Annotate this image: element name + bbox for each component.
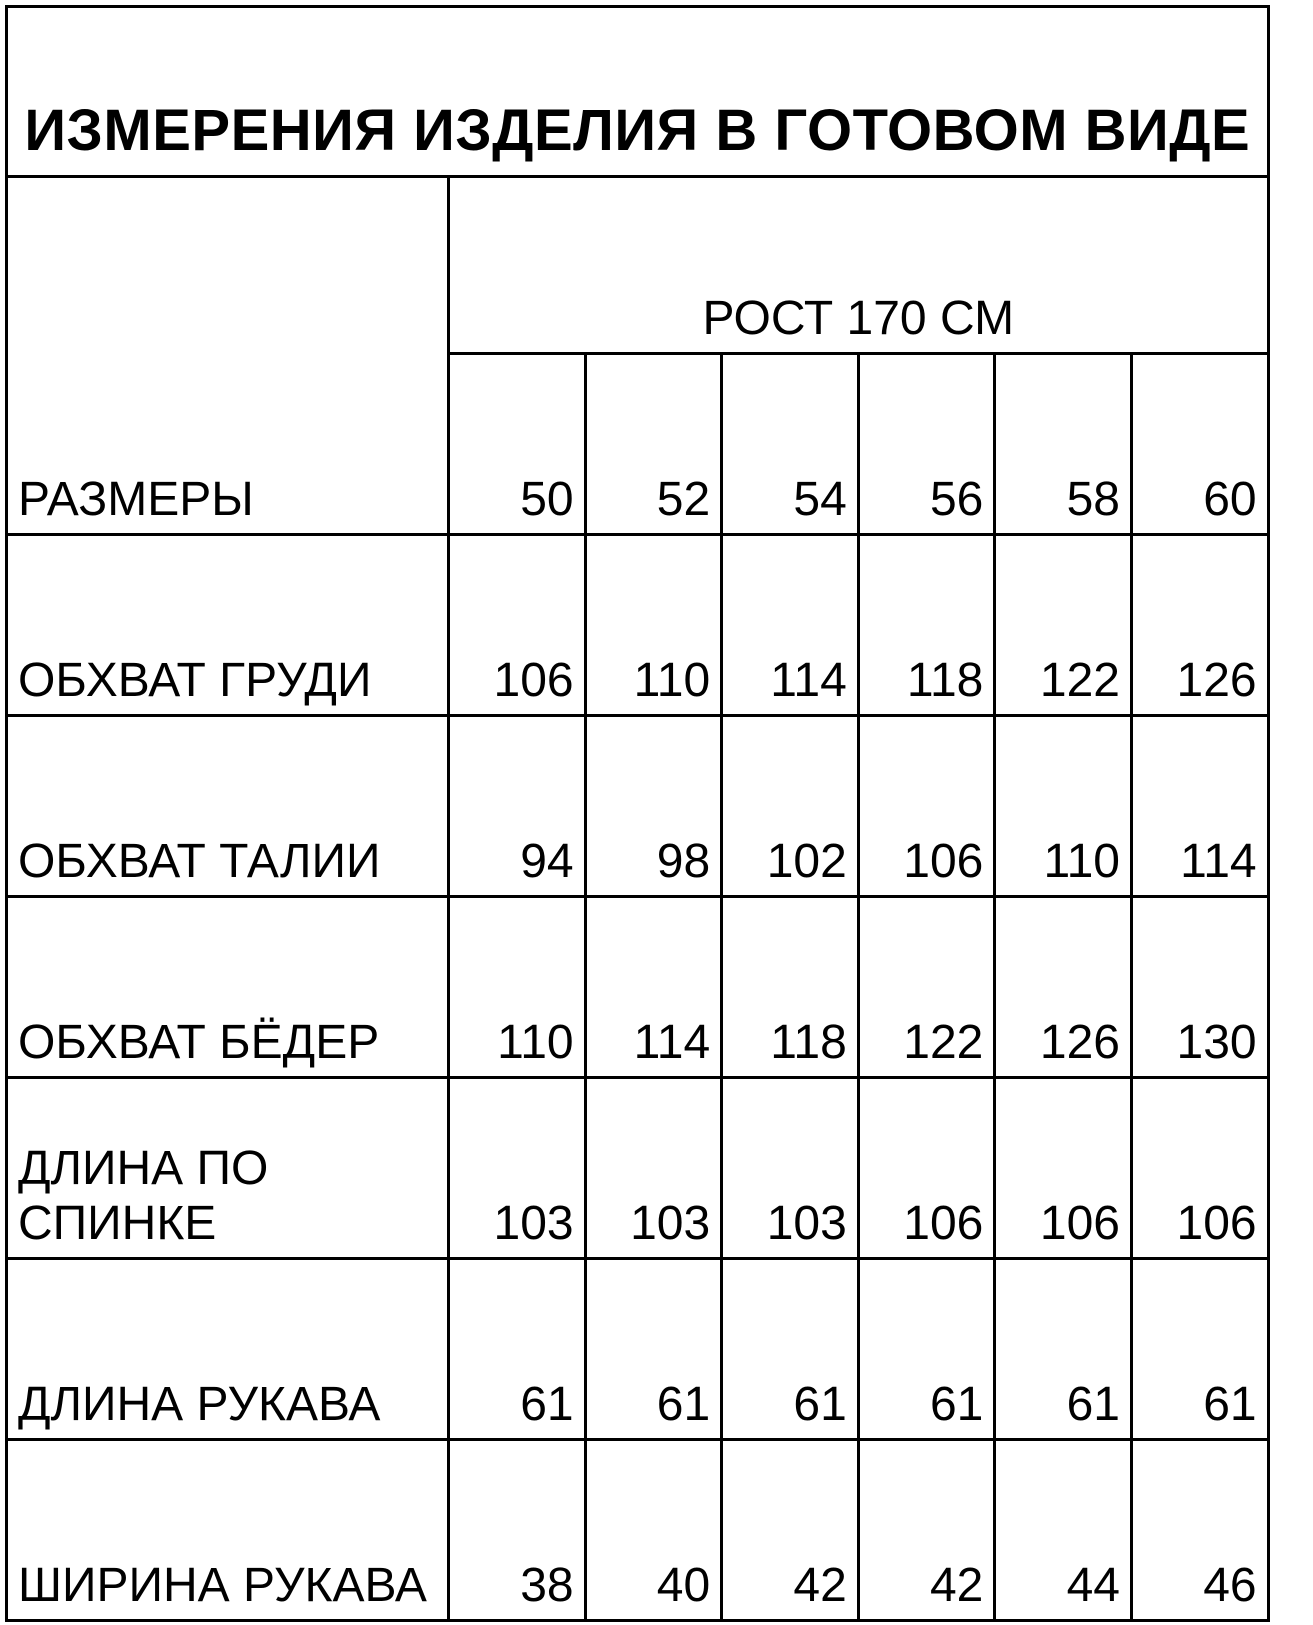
measure-value: 114: [1131, 716, 1268, 897]
measure-value: 110: [449, 897, 586, 1078]
measure-value: 103: [449, 1078, 586, 1259]
measure-value: 61: [722, 1259, 859, 1440]
table-row: [7, 716, 1269, 897]
measure-value: 126: [995, 897, 1132, 1078]
measure-value: 94: [449, 716, 586, 897]
measure-value: 106: [449, 535, 586, 716]
measure-value: 122: [858, 897, 995, 1078]
row-label: ОБХВАТ ТАЛИИ: [7, 716, 449, 897]
row-label: ДЛИНА РУКАВА: [7, 1259, 449, 1440]
row-label: ДЛИНА ПО СПИНКЕ: [7, 1078, 449, 1259]
measure-value: 110: [995, 716, 1132, 897]
measure-value: 114: [722, 535, 859, 716]
measure-value: 40: [585, 1440, 722, 1621]
table-row: [7, 535, 1269, 716]
size-chart-table: [5, 5, 1270, 1622]
measure-value: 118: [858, 535, 995, 716]
size-value: 52: [585, 354, 722, 535]
measure-value: 42: [722, 1440, 859, 1621]
measure-value: 118: [722, 897, 859, 1078]
table-row: [7, 1259, 1269, 1440]
measure-value: 44: [995, 1440, 1132, 1621]
height-row: [7, 177, 1269, 354]
size-value: 50: [449, 354, 586, 535]
measure-value: 61: [995, 1259, 1132, 1440]
table-row: [7, 1078, 1269, 1259]
height-label: РОСТ 170 СМ: [449, 177, 1269, 354]
row-label: ОБХВАТ ГРУДИ: [7, 535, 449, 716]
size-value: 56: [858, 354, 995, 535]
measure-value: 103: [585, 1078, 722, 1259]
size-value: 54: [722, 354, 859, 535]
table-title: ИЗМЕРЕНИЯ ИЗДЕЛИЯ В ГОТОВОМ ВИДЕ: [7, 7, 1269, 177]
measure-value: 38: [449, 1440, 586, 1621]
row-label: ШИРИНА РУКАВА: [7, 1440, 449, 1621]
measure-value: 98: [585, 716, 722, 897]
measure-value: 61: [858, 1259, 995, 1440]
measure-value: 61: [449, 1259, 586, 1440]
measure-value: 122: [995, 535, 1132, 716]
measure-value: 106: [858, 716, 995, 897]
measure-value: 110: [585, 535, 722, 716]
measure-value: 61: [1131, 1259, 1268, 1440]
measure-value: 130: [1131, 897, 1268, 1078]
title-row: [7, 7, 1269, 177]
measure-value: 106: [858, 1078, 995, 1259]
measure-value: 61: [585, 1259, 722, 1440]
table-row: [7, 897, 1269, 1078]
measure-value: 42: [858, 1440, 995, 1621]
row-label: ОБХВАТ БЁДЕР: [7, 897, 449, 1078]
measure-value: 114: [585, 897, 722, 1078]
sizes-label: РАЗМЕРЫ: [7, 177, 449, 535]
measure-value: 106: [1131, 1078, 1268, 1259]
measure-value: 106: [995, 1078, 1132, 1259]
size-value: 60: [1131, 354, 1268, 535]
size-value: 58: [995, 354, 1132, 535]
measure-value: 103: [722, 1078, 859, 1259]
measure-value: 46: [1131, 1440, 1268, 1621]
measure-value: 126: [1131, 535, 1268, 716]
measure-value: 102: [722, 716, 859, 897]
table-row: [7, 1440, 1269, 1621]
